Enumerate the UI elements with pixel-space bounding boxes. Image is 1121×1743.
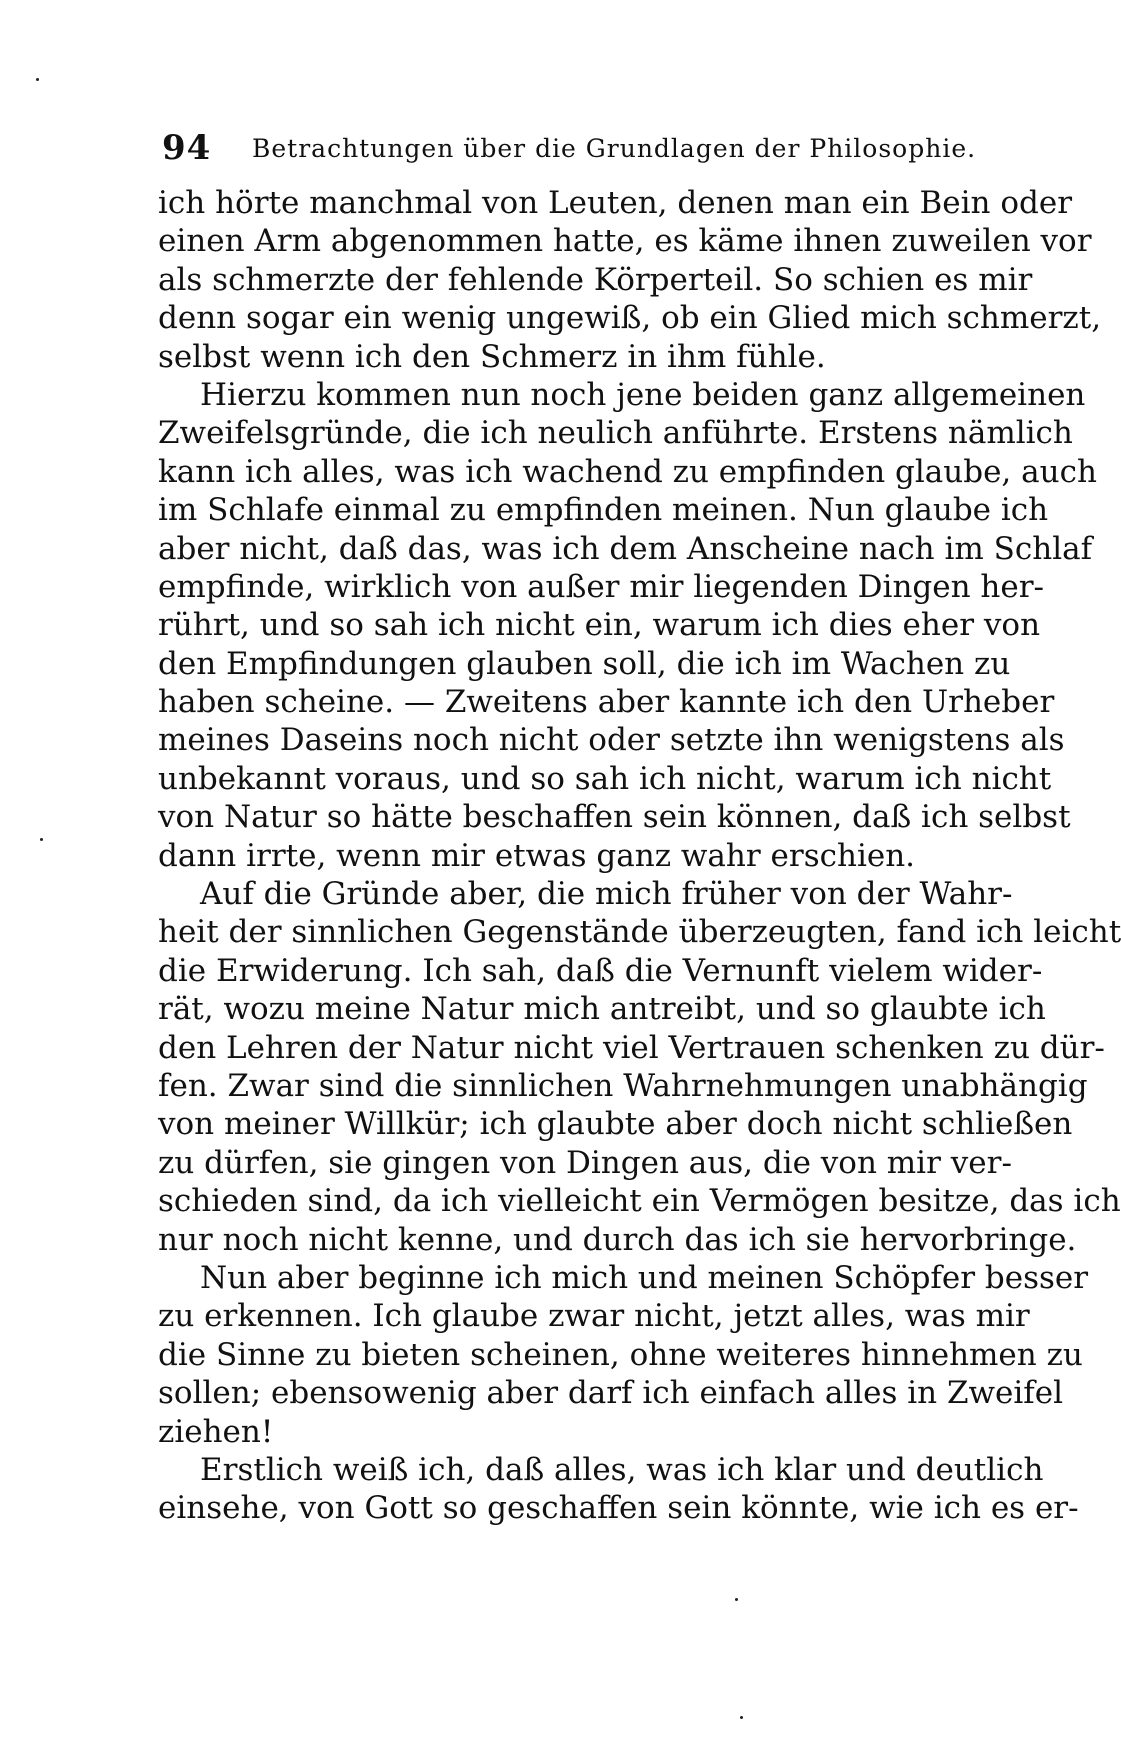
scan-speck: [735, 1598, 738, 1601]
text-line: fen. Zwar sind die sinnlichen Wahrnehmungen unabhängig: [158, 1067, 1088, 1104]
text-line: empfinde, wirklich von außer mir liegenden Dingen her-: [158, 568, 1045, 605]
paragraph-start-line: Hierzu kommen nun noch jene beiden ganz allgemeinen: [200, 376, 1086, 413]
paragraph-start-line: Auf die Gründe aber, die mich früher von der Wahr-: [200, 876, 1013, 913]
body-text: [158, 184, 1121, 1528]
text-line: zu dürfen, sie gingen von Dingen aus, die von mir ver-: [158, 1144, 1012, 1181]
text-line: rät, wozu meine Natur mich antreibt, und so glaubte ich: [158, 991, 1046, 1028]
text-line: den Lehren der Natur nicht viel Vertrauen schenken zu dür-: [158, 1029, 1105, 1066]
text-line: selbst wenn ich den Schmerz in ihm fühle.: [158, 338, 826, 375]
text-line: schieden sind, da ich vielleicht ein Vermögen besitze, das ich: [158, 1183, 1121, 1220]
text-line: die Erwiderung. Ich sah, daß die Vernunft vielem wider-: [158, 952, 1043, 989]
text-line: den Empfindungen glauben soll, die ich im Wachen zu: [158, 645, 1011, 682]
text-line: Zweifelsgründe, die ich neulich anführte. Erstens nämlich: [158, 415, 1073, 452]
text-line: kann ich alles, was ich wachend zu empfinden glaube, auch: [158, 453, 1097, 490]
text-line: rührt, und so sah ich nicht ein, warum ich dies eher von: [158, 607, 1041, 644]
text-line: aber nicht, daß das, was ich dem Anscheine nach im Schlaf: [158, 530, 1093, 567]
text-line: einen Arm abgenommen hatte, es käme ihnen zuweilen vor: [158, 223, 1092, 260]
text-line: als schmerzte der fehlende Körperteil. So schien es mir: [158, 261, 1033, 298]
text-line: sollen; ebensowenig aber darf ich einfach alles in Zweifel: [158, 1375, 1064, 1412]
text-line: ich hörte manchmal von Leuten, denen man ein Bein oder: [158, 185, 1073, 221]
text-line: nur noch nicht kenne, und durch das ich sie hervorbringe.: [158, 1221, 1077, 1258]
text-line: die Sinne zu bieten scheinen, ohne weiteres hinnehmen zu: [158, 1336, 1083, 1373]
page-number: 94: [162, 128, 212, 168]
text-line: einsehe, von Gott so geschaffen sein könnte, wie ich es er-: [158, 1490, 1079, 1527]
text-line: von meiner Willkür; ich glaubte aber doch nicht schließen: [158, 1106, 1073, 1143]
paragraph-start-line: Nun aber beginne ich mich und meinen Schöpfer besser: [200, 1259, 1089, 1296]
text-line: heit der sinnlichen Gegenstände überzeugten, fand ich leicht: [158, 914, 1121, 951]
text-line: unbekannt voraus, und so sah ich nicht, warum ich nicht: [158, 760, 1052, 797]
text-line: zu erkennen. Ich glaube zwar nicht, jetzt alles, was mir: [158, 1298, 1030, 1335]
text-line: ziehen!: [158, 1413, 274, 1450]
page-header: [162, 128, 1002, 172]
text-line: haben scheine. — Zweitens aber kannte ich den Urheber: [158, 684, 1055, 721]
text-line: dann irrte, wenn mir etwas ganz wahr erschien.: [158, 837, 916, 874]
text-line: meines Daseins noch nicht oder setzte ihn wenigstens als: [158, 722, 1065, 759]
paragraph-start-line: Erstlich weiß ich, daß alles, was ich klar und deutlich: [200, 1451, 1044, 1488]
scan-speck: [36, 78, 39, 81]
scan-speck: [740, 1716, 743, 1719]
text-line: im Schlafe einmal zu empfinden meinen. Nun glaube ich: [158, 492, 1049, 529]
text-line: von Natur so hätte beschaffen sein können, daß ich selbst: [158, 799, 1071, 836]
scan-speck: [40, 838, 43, 841]
text-line: denn sogar ein wenig ungewiß, ob ein Glied mich schmerzt,: [158, 300, 1102, 337]
running-head: Betrachtungen über die Grundlagen der Philosophie.: [252, 134, 977, 163]
